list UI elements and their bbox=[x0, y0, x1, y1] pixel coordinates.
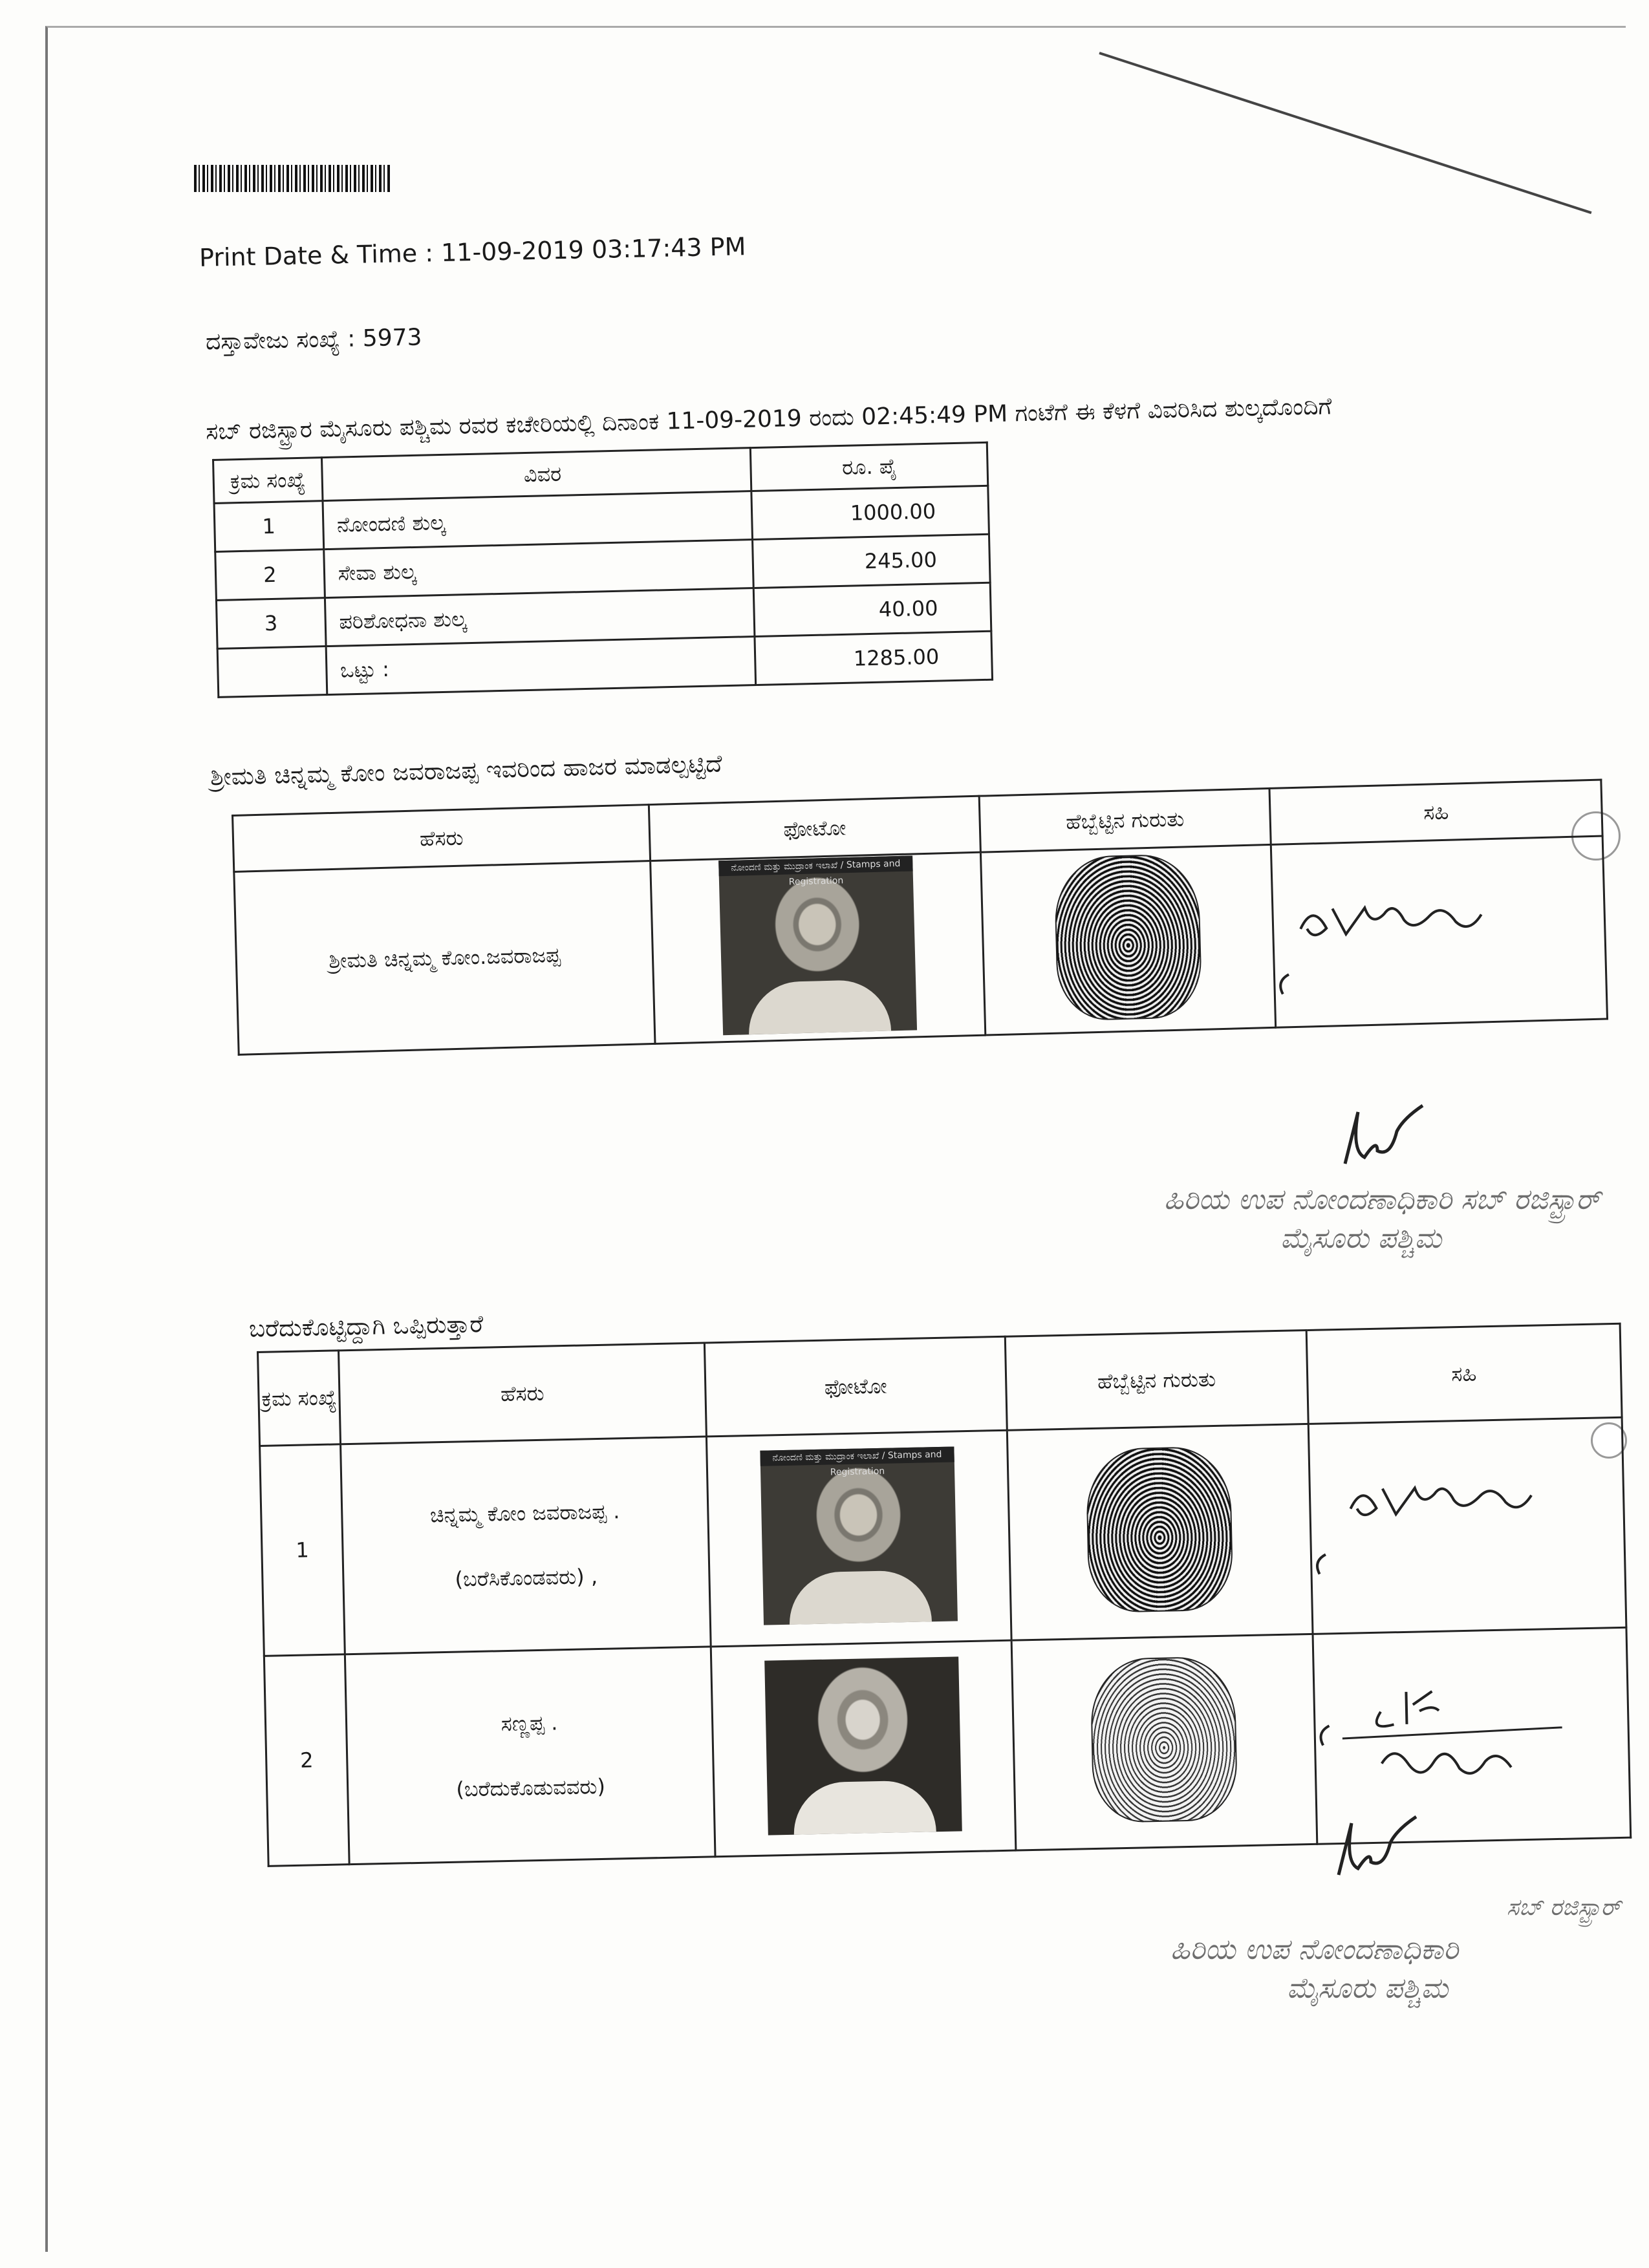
fee-header-amount: ರೂ. ಪೈ bbox=[750, 442, 987, 491]
officer-signature bbox=[1332, 1099, 1461, 1177]
table-row bbox=[234, 836, 1608, 1054]
parties-header-signature: ಸಹಿ bbox=[1306, 1323, 1622, 1424]
fee-row-amount: 40.00 bbox=[753, 583, 991, 636]
parties-header-photo: ಫೋಟೋ bbox=[704, 1336, 1007, 1437]
stamp-line: ಸಬ್ ರಜಿಸ್ಟ್ರಾರ್ bbox=[1507, 1894, 1621, 1921]
signature-image bbox=[1310, 1452, 1598, 1600]
party-signature-cell bbox=[1308, 1417, 1626, 1634]
presenter-photo-cell bbox=[651, 852, 985, 1043]
stamp-line: ಮೈಸೂರು ಪಶ್ಚಿಮ bbox=[1280, 1222, 1442, 1255]
document-number: ದಸ್ತಾವೇಜು ಸಂಖ್ಯೆ : 5973 bbox=[205, 324, 422, 356]
officer-signature bbox=[1326, 1810, 1455, 1901]
presenter-name: ಶ್ರೀಮತಿ ಚಿನ್ನಮ್ಮ ಕೋಂ.ಜವರಾಜಪ್ಪ bbox=[234, 861, 656, 1055]
written-statement: ಬರೆದುಕೊಟ್ಟಿದ್ದಾಗಿ ಒಪ್ಪಿರುತ್ತಾರೆ bbox=[248, 1310, 484, 1343]
intro-line: ಸಬ್ ರಜಿಸ್ಟ್ರಾರ ಮೈಸೂರು ಪಶ್ಚಿಮ ರವರ ಕಚೇರಿಯಲ್ಲಿ ದಿನಾಂಕ 11-09-2019 ರಂದು 02:45:49 PM ಗಂಟೆಗೆ ಈ ಕೆಳಗೆ ವಿವರಿಸಿದ ಶುಲ್ಕದೊಂದಿಗೆ bbox=[205, 393, 1332, 445]
fee-row-desc: ಪರಿಶೋಧನಾ ಶುಲ್ಕ bbox=[325, 588, 755, 647]
presenter-header-thumb: ಹೆಬ್ಬೆಟ್ಟಿನ ಗುರುತು bbox=[979, 788, 1271, 852]
party-name: ಸಣ್ಣಪ್ಪ . bbox=[501, 1710, 558, 1737]
fee-table bbox=[212, 442, 993, 698]
fee-row-amount: 1000.00 bbox=[751, 486, 989, 539]
parties-header-num: ಕ್ರಮ ಸಂಖ್ಯೆ bbox=[258, 1351, 341, 1446]
fee-row-num: 3 bbox=[216, 598, 325, 649]
party-role: (ಬರೆಸಿಕೊಂಡವರು) , bbox=[455, 1564, 598, 1592]
signature-image bbox=[1315, 1662, 1602, 1810]
signature-image bbox=[1273, 864, 1535, 1000]
presenter-thumb-cell bbox=[980, 844, 1276, 1035]
barcode bbox=[194, 165, 391, 192]
party-role: (ಬರೆದುಕೊಡುವವರು) bbox=[455, 1773, 606, 1802]
presenter-table bbox=[232, 779, 1608, 1056]
photo-caption: ನೋಂದಣಿ ಮತ್ತು ಮುದ್ರಾಂಕ ಇಲಾಖೆ / Stamps and Registration bbox=[760, 1446, 954, 1466]
presenter-header-photo: ಫೋಟೋ bbox=[649, 796, 980, 861]
party-photo-cell bbox=[706, 1430, 1011, 1647]
presenter-header-name: ಹೆಸರು bbox=[233, 805, 651, 872]
thumbprint-image bbox=[1086, 1446, 1234, 1613]
party-name-cell bbox=[345, 1647, 715, 1865]
photo-caption: ನೋಂದಣಿ ಮತ್ತು ಮುದ್ರಾಂಕ ಇಲಾಖೆ / Stamps and Registration bbox=[718, 855, 913, 876]
fee-row-amount: 245.00 bbox=[753, 534, 991, 588]
fee-total-label: ಒಟ್ಟು : bbox=[326, 637, 756, 695]
presenter-signature-cell bbox=[1271, 836, 1608, 1027]
fee-header-desc: ವಿವರ bbox=[321, 448, 751, 501]
party-thumb-cell bbox=[1007, 1424, 1312, 1640]
presenter-header-signature: ಸಹಿ bbox=[1269, 780, 1602, 844]
parties-header-thumb: ಹೆಬ್ಬೆಟ್ಟಿನ ಗುರುತು bbox=[1005, 1331, 1308, 1431]
fee-row-num: 2 bbox=[215, 550, 325, 601]
table-row bbox=[260, 1417, 1626, 1656]
fee-header-num: ಕ್ರಮ ಸಂಖ್ಯೆ bbox=[213, 458, 323, 504]
parties-header-name: ಹೆಸರು bbox=[339, 1343, 706, 1444]
person-photo bbox=[718, 855, 917, 1035]
presented-by-statement: ಶ್ರೀಮತಿ ಚಿನ್ನಮ್ಮ ಕೋಂ ಜವರಾಜಪ್ಪ ಇವರಿಂದ ಹಾಜರ ಮಾಡಲ್ಪಟ್ಟಿದೆ bbox=[210, 749, 723, 791]
party-num: 2 bbox=[264, 1654, 349, 1867]
party-name-cell bbox=[341, 1437, 711, 1654]
fee-row-desc: ನೋಂದಣಿ ಶುಲ್ಕ bbox=[323, 491, 753, 550]
thumbprint-image bbox=[1090, 1656, 1238, 1823]
stamp-line: ಹಿರಿಯ ಉಪ ನೋಂದಣಾಧಿಕಾರಿ bbox=[1170, 1933, 1459, 1966]
fee-total-empty bbox=[217, 647, 327, 698]
fee-row-num: 1 bbox=[214, 501, 323, 552]
parties-table bbox=[257, 1323, 1632, 1867]
fee-total-amount: 1285.00 bbox=[755, 631, 993, 685]
person-photo bbox=[764, 1656, 962, 1835]
stamp-line: ಹಿರಿಯ ಉಪ ನೋಂದಣಾಧಿಕಾರಿ ಸಬ್ ರಜಿಸ್ಟ್ರಾರ್ bbox=[1164, 1183, 1600, 1216]
thumbprint-image bbox=[1053, 853, 1203, 1022]
stamp-line: ಮೈಸೂರು ಪಶ್ಚಿಮ bbox=[1287, 1972, 1449, 2005]
party-thumb-cell bbox=[1011, 1634, 1317, 1850]
person-photo bbox=[760, 1446, 958, 1625]
fee-row-desc: ಸೇವಾ ಶುಲ್ಕ bbox=[323, 540, 753, 598]
party-name: ಚಿನ್ನಮ್ಮ ಕೋಂ ಜವರಾಜಪ್ಪ . bbox=[429, 1499, 620, 1528]
party-num: 1 bbox=[260, 1444, 345, 1656]
party-photo-cell bbox=[711, 1640, 1016, 1857]
print-date-time: Print Date & Time : 11-09-2019 03:17:43 PM bbox=[199, 232, 746, 272]
